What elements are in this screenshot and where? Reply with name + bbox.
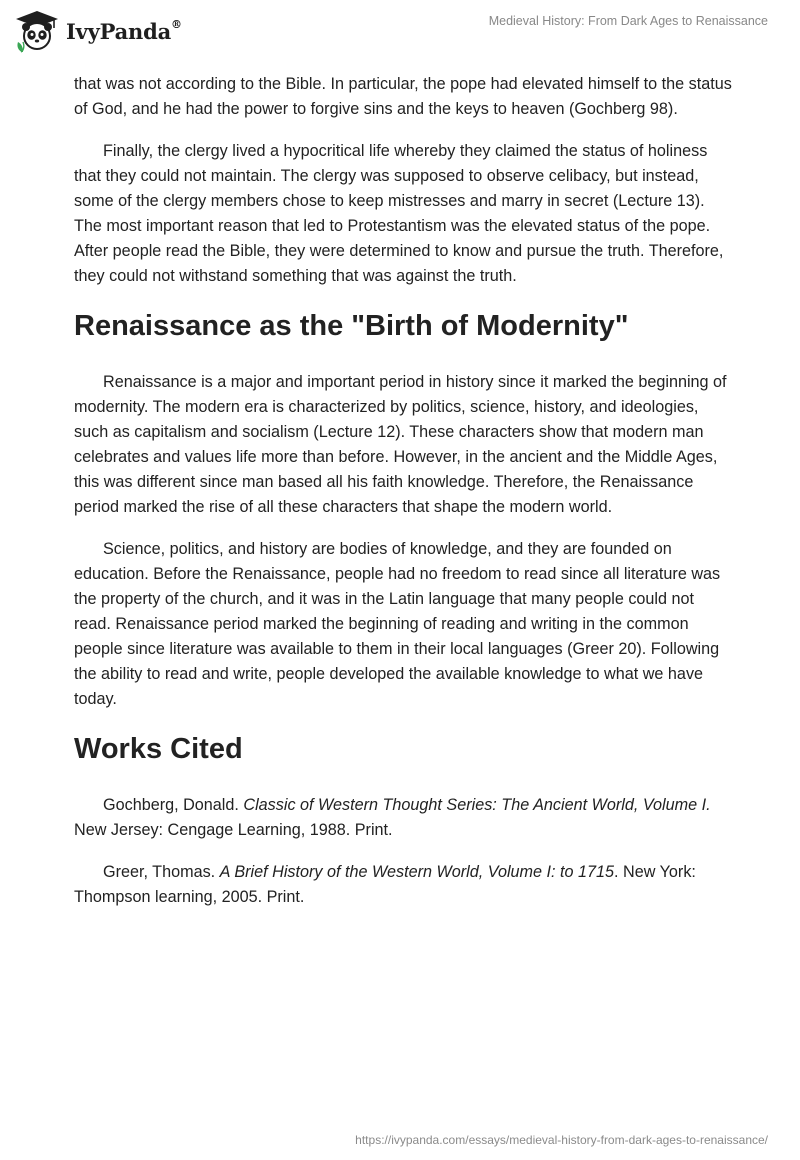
document-title: Medieval History: From Dark Ages to Renaissance bbox=[488, 14, 768, 28]
paragraph-modernity: Renaissance is a major and important period in history since it marked the beginning of modernity. The modern era is characterized by politics, science, history, and ideologies, such as capitalism and socialism (Lecture 12). These characters show that modern man celebrates and values life more than before. However, in the ancient and the Middle Ages, this was different since man based all his faith knowledge. Therefore, the Renaissance period marked the rise of all these characters that shape the modern world. bbox=[74, 373, 727, 516]
section-heading-renaissance: Renaissance as the "Birth of Modernity" bbox=[74, 310, 629, 342]
paragraph-clergy: Finally, the clergy lived a hypocritical life whereby they claimed the status of holiness that they could not maintain. The clergy was supposed to observe celibacy, but instead, some of the clergy members chose to keep mistresses and marry in secret (Lecture 13). The most important reason that led to Protestantism was the elevated status of the pope. After people read the Bible, they were determined to know and pursue the truth. Therefore, they could not withstand something that was against the truth. bbox=[74, 142, 724, 285]
brand-wordmark: IvyPanda® bbox=[66, 17, 182, 44]
section-heading-works-cited: Works Cited bbox=[74, 733, 243, 765]
page-header bbox=[0, 0, 800, 70]
paragraph-knowledge: Science, politics, and history are bodies of knowledge, and they are founded on education. Before the Renaissance, people had no freedom to read since all literature was the property of the church, and it was in the Latin language that many people could not read. Renaissance period marked the beginning of reading and writing in the common people since literature was available to them in their local languages (Greer 20). Following the ability to read and write, people developed the available knowledge to what we have today. bbox=[74, 540, 721, 708]
citation-entry: Gochberg, Donald. Classic of Western Thought Series: The Ancient World, Volume I. New Jersey: Cengage Learning, 1988. Print. bbox=[74, 796, 711, 839]
panda-graduate-icon bbox=[14, 8, 60, 54]
essay-content bbox=[74, 72, 734, 927]
citation-entry: Greer, Thomas. A Brief History of the Western World, Volume I: to 1715. New York: Thompson learning, 2005. Print. bbox=[74, 863, 696, 906]
ivypanda-logo[interactable] bbox=[14, 8, 182, 54]
source-url[interactable]: https://ivypanda.com/essays/medieval-history-from-dark-ages-to-renaissance/ bbox=[355, 1133, 768, 1147]
paragraph-continuation: that was not according to the Bible. In particular, the pope had elevated himself to the status of God, and he had the power to forgive sins and the keys to heaven (Gochberg 98). bbox=[74, 75, 732, 118]
